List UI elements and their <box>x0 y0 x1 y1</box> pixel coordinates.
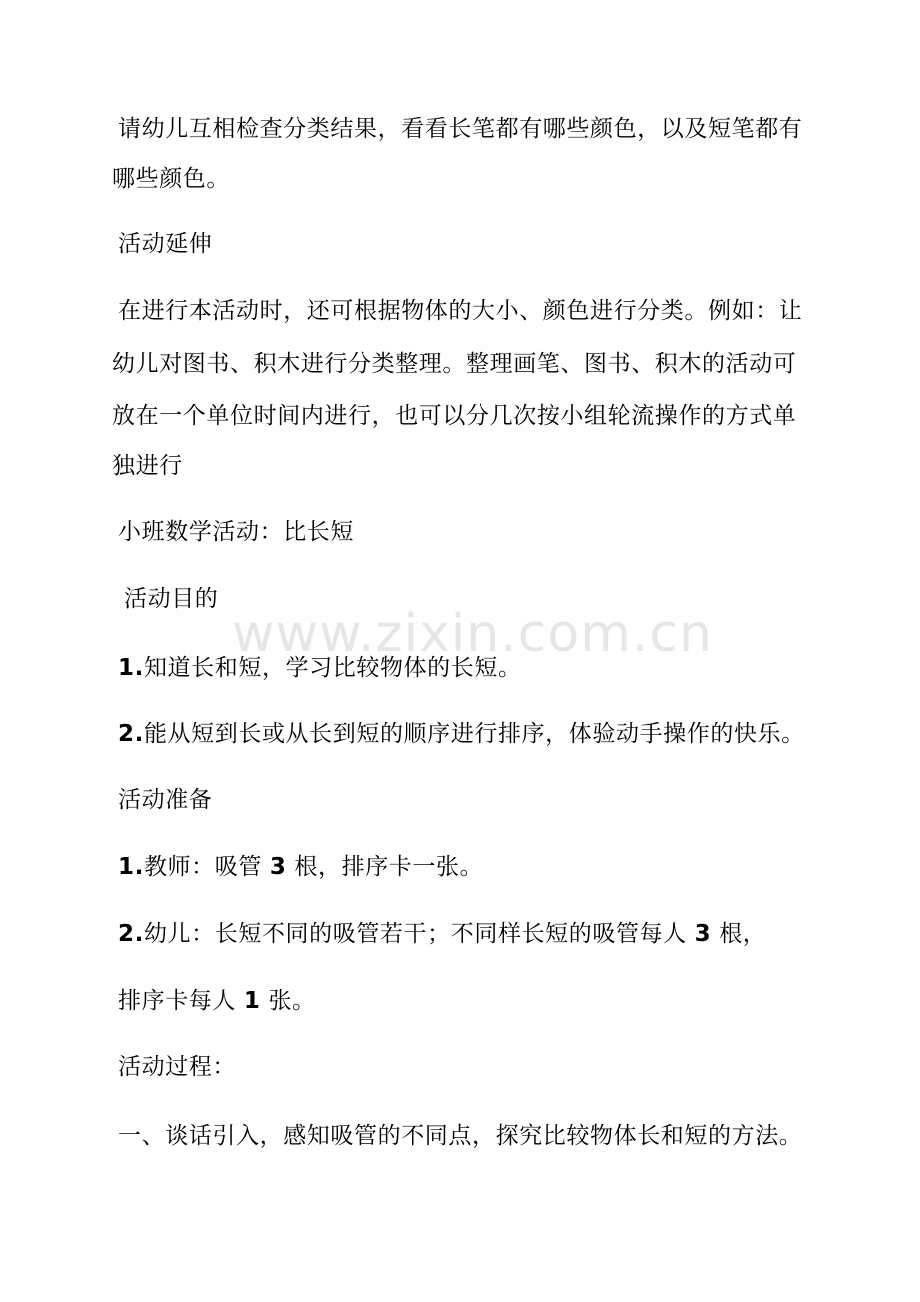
prep-text: 排序卡每人 <box>118 988 244 1014</box>
paragraph-line: 请幼儿互相检查分类结果，看看长笔都有哪些颜色，以及短笔都有 <box>118 116 803 142</box>
prep-text: 根， <box>711 921 767 947</box>
paragraph-line: 幼儿对图书、积木进行分类整理。整理画笔、图书、积木的活动可 <box>112 351 797 377</box>
goal-item-2 <box>118 720 805 748</box>
prep-count: 3 <box>269 854 287 880</box>
section-heading-goals: 活动目的 <box>124 586 219 612</box>
paragraph-line: 在进行本活动时，还可根据物体的大小、颜色进行分类。例如：让 <box>118 298 803 324</box>
section-heading-prep: 活动准备 <box>118 787 213 813</box>
prep-item-1 <box>118 853 483 881</box>
section-heading-extension: 活动延伸 <box>118 231 213 257</box>
watermark: www.zixin.com.cn <box>232 604 713 664</box>
prep-text: 教师：吸管 <box>143 854 270 880</box>
process-step-1: 一、谈话引入，感知吸管的不同点，探究比较物体长和短的方法。 <box>118 1123 803 1149</box>
goal-number: 1. <box>118 655 144 681</box>
prep-text: 张。 <box>260 988 316 1014</box>
prep-item-2 <box>118 920 766 948</box>
goal-text: 知道长和短，学习比较物体的长短。 <box>143 655 522 681</box>
section-heading-process: 活动过程： <box>118 1054 236 1080</box>
goal-number: 2. <box>118 721 144 747</box>
goal-item-1 <box>118 654 522 682</box>
prep-number: 1. <box>118 854 144 880</box>
prep-count: 3 <box>694 921 712 947</box>
prep-item-2-continued <box>118 987 316 1015</box>
prep-number: 2. <box>118 921 144 947</box>
activity-title: 小班数学活动：比长短 <box>118 519 354 545</box>
prep-text: 根，排序卡一张。 <box>286 854 484 880</box>
paragraph-line: 独进行 <box>112 453 183 479</box>
paragraph-line: 放在一个单位时间内进行，也可以分几次按小组轮流操作的方式单 <box>112 403 797 429</box>
prep-count: 1 <box>243 988 261 1014</box>
paragraph-line: 哪些颜色。 <box>112 166 230 192</box>
goal-text: 能从短到长或从长到短的顺序进行排序，体验动手操作的快乐。 <box>143 721 805 747</box>
prep-text: 幼儿：长短不同的吸管若干；不同样长短的吸管每人 <box>143 921 695 947</box>
